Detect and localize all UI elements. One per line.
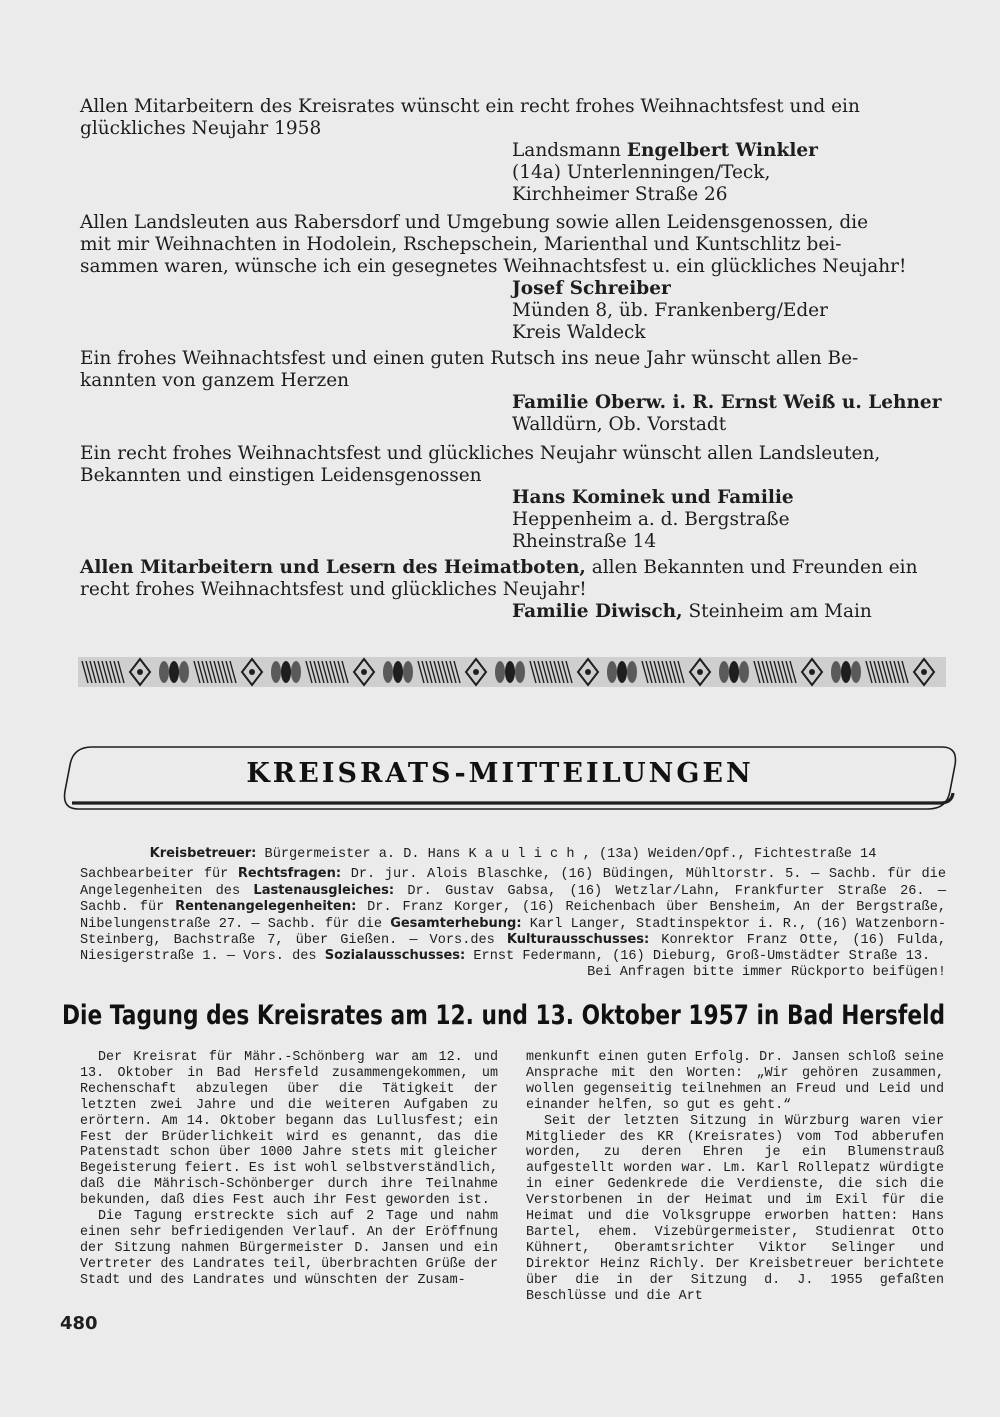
greeting-signature: Familie Oberw. i. R. Ernst Weiß u. Lehner Walldürn, Ob. Vorstadt xyxy=(512,392,942,435)
article-paragraph: Der Kreisrat für Mähr.-Schönberg war am 12. und 13. Oktober in Bad Hersfeld zusammengekommen, um Rechenschaft abzulegen über die Tätigkeit der letzten zwei Jahre und die weiteren Aufgaben zu erörtern. Am 14. Oktober begann das Lullusfest; ein Fest der Brüderlichkeit wird es genannt, das die Patenstadt schon über 1000 Jahre stets mit gleicher Begeisterung feiert. Es ist wohl selbstverständlich, daß die Mährisch-Schönberger durch ihre Teilnahme bekunden, daß dies Fest auch ihr Fest geworden ist. xyxy=(80,1050,498,1209)
greeting-2 xyxy=(80,212,950,344)
article-paragraph: menkunft einen guten Erfolg. Dr. Jansen schloß seine Ansprache mit den Worten: „Wir gehören zusammen, wollen gegenseitig teilnehmen an Freud und Leid und einander helfen, so gut es geht.“ xyxy=(526,1050,944,1113)
greeting-text: Allen Mitarbeitern und Lesern des Heimatboten, allen Bekannten und Freunden ein recht frohes Weihnachtsfest und glückliches Neujahr! xyxy=(80,557,918,600)
greeting-5 xyxy=(80,557,950,623)
committee-members: Sachbearbeiter für Rechtsfragen: Dr. jur. Alois Blaschke, (16) Büdingen, Mühltorstr. 5. — Sachb. für die Angelegenheiten des Lastenausgleiches: Dr. Gustav Gabsa, (16) Wetzlar/Lahn, Frankfurter Straße 26. — Sachb. für Rentenangelegenheiten: Dr. Franz Korger, (16) Reichenbach über Bensheim, An der Bergstraße, Nibelungenstraße 27. — Sachb. für die Gesamterhebung: Karl Langer, Stadtinspektor i. R., (16) Watzenborn-Steinberg, Bachstraße 7, über Gießen. — Vors.des Kulturausschusses: Konrektor Franz Otte, (16) Fulda, Niesigerstraße 1. — Vors. des Sozialausschusses: Ernst Federmann, (16) Dieburg, Groß-Umstädter Straße 13. xyxy=(80,866,947,965)
greeting-4 xyxy=(80,443,950,553)
article-paragraph: Seit der letzten Sitzung in Würzburg waren vier Mitglieder des KR (Kreisrates) vom Tod abberufen worden, zu deren Ehren je ein Blumenstrauß aufgestellt worden war. Lm. Karl Rollepatz würdigte in einer Gedenkrede die Verdienste, die sich die Verstorbenen in der Heimat und im Exil für die Heimat und die Volksgruppe erworben hatten: Hans Bartel, ehem. Vizebürgermeister, Studienrat Otto Kühnert, Oberamtsrichter Viktor Selinger und Direktor Heinz Richly. Der Kreisbetreuer berichtete über die in der Sitzung d. J. 1955 gefaßten Beschlüsse und die Art xyxy=(526,1113,944,1304)
article-column-right xyxy=(526,1050,944,1305)
greeting-text: Allen Landsleuten aus Rabersdorf und Umgebung sowie allen Leidensgenossen, die mit mir Weihnachten in Hodolein, Rschepschein, Marienthal und Kuntschlitz bei- sammen waren, wünsche ich ein gesegnetes Weihnachtsfest u. ein glückliches Neujahr! xyxy=(80,212,907,277)
greeting-signature: Familie Diwisch, Steinheim am Main xyxy=(512,601,872,622)
greeting-signature: Landsmann Engelbert Winkler (14a) Unterlenningen/Teck, Kirchheimer Straße 26 xyxy=(512,140,818,205)
greeting-text: Ein frohes Weihnachtsfest und einen guten Rutsch ins neue Jahr wünscht allen Be- kannten von ganzem Herzen xyxy=(80,348,859,391)
article-paragraph: Die Tagung erstreckte sich auf 2 Tage und nahm einen sehr befriedigenden Verlauf. An der Eröffnung der Sitzung nahmen Bürgermeister D. Jansen und ein Vertreter des Landrates teil, überbrachten Grüße der Stadt und des Landrates und wünschten der Zusam- xyxy=(80,1209,498,1288)
article-headline: Die Tagung des Kreisrates am 12. und 13. Oktober 1957 in Bad Hersfeld xyxy=(62,1000,946,1031)
committee-note: Bei Anfragen bitte immer Rückporto beifügen! xyxy=(587,964,946,980)
greeting-1 xyxy=(80,96,950,206)
committee-head-line: Kreisbetreuer: Bürgermeister a. D. Hans K a u l i c h , (13a) Weiden/Opf., Fichtestraße 14 xyxy=(149,846,877,862)
greeting-signature: Hans Kominek und Familie Heppenheim a. d. Bergstraße Rheinstraße 14 xyxy=(512,487,794,552)
committee-info xyxy=(80,846,946,980)
greeting-signature: Josef Schreiber Münden 8, üb. Frankenberg/Eder Kreis Waldeck xyxy=(512,278,828,343)
greeting-3 xyxy=(80,348,950,436)
article-column-left xyxy=(80,1050,498,1289)
section-title: KREISRATS-MITTEILUNGEN xyxy=(246,758,754,789)
greeting-text: Allen Mitarbeitern des Kreisrates wünscht ein recht frohes Weihnachtsfest und ein glückliches Neujahr 1958 xyxy=(80,96,860,139)
ornamental-border xyxy=(78,655,946,689)
greeting-text: Ein recht frohes Weihnachtsfest und glückliches Neujahr wünscht allen Landsleuten, Bekannten und einstigen Leidensgenossen xyxy=(80,443,881,486)
page-number: 480 xyxy=(60,1313,98,1334)
